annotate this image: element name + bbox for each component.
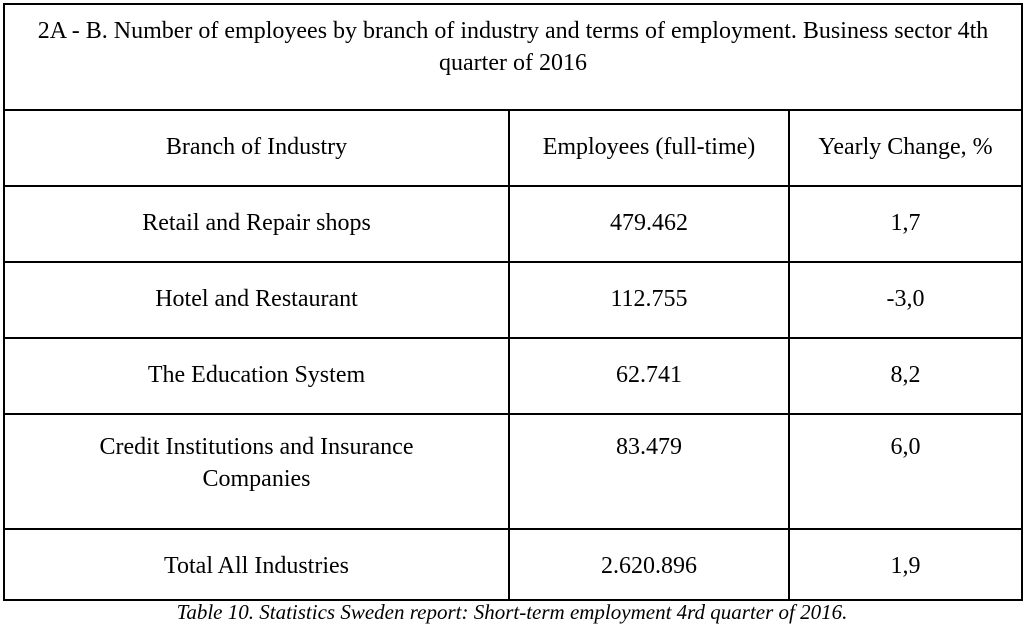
table-title: 2A - B. Number of employees by branch of industry and terms of employment. Business sector 4th quarter of 2016 [4,4,1022,110]
table-title-row [4,4,1022,110]
yearly-change-cell: 8,2 [789,338,1022,414]
branch-cell: Retail and Repair shops [4,186,509,262]
branch-cell: Total All Industries [4,529,509,600]
column-header-branch: Branch of Industry [4,110,509,186]
employees-cell: 112.755 [509,262,789,338]
column-header-yearly-change: Yearly Change, % [789,110,1022,186]
yearly-change-cell: -3,0 [789,262,1022,338]
column-header-employees: Employees (full-time) [509,110,789,186]
yearly-change-cell: 6,0 [789,414,1022,529]
table-row [4,186,1022,262]
employment-table [3,3,1023,601]
yearly-change-cell: 1,9 [789,529,1022,600]
table-row [4,262,1022,338]
table-caption: Table 10. Statistics Sweden report: Short-term employment 4rd quarter of 2016. [176,600,848,624]
table-row [4,414,1022,529]
branch-cell: Credit Institutions and Insurance Companies [4,414,509,529]
yearly-change-cell: 1,7 [789,186,1022,262]
branch-cell: Hotel and Restaurant [4,262,509,338]
branch-cell: The Education System [4,338,509,414]
employees-cell: 62.741 [509,338,789,414]
employees-cell: 479.462 [509,186,789,262]
table-row [4,338,1022,414]
employees-cell: 83.479 [509,414,789,529]
table-header-row [4,110,1022,186]
table-row-total [4,529,1022,600]
employees-cell: 2.620.896 [509,529,789,600]
